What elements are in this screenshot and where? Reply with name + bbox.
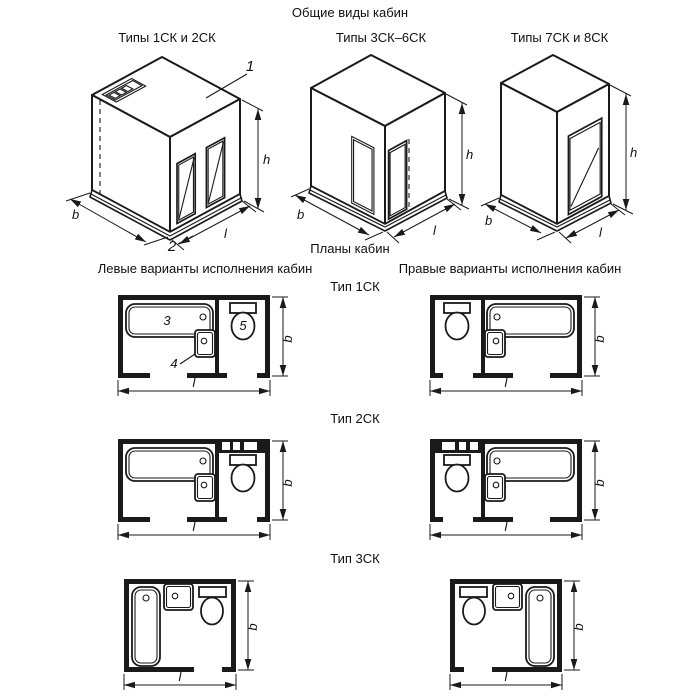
- dim-b-label: b: [571, 623, 586, 631]
- dim-l-label: l: [192, 375, 196, 390]
- plan-2sk-right: [422, 431, 607, 546]
- isometric-cabin-3sk-6sk: [289, 47, 474, 247]
- dim-b-label: b: [592, 335, 607, 343]
- figure-types-3sk-6sk: [288, 30, 474, 247]
- figure-3-title: Типы 7СК и 8СК: [510, 30, 609, 45]
- dim-b-label: b: [280, 335, 295, 343]
- dimension-l: [430, 519, 582, 540]
- toilet-bowl: [232, 465, 255, 492]
- dimension-b: [238, 581, 260, 670]
- bathtub: [132, 587, 160, 666]
- dim-l-label: l: [178, 669, 182, 684]
- dimension-b: [272, 441, 295, 520]
- dimension-h: [446, 94, 473, 209]
- washbasin: [195, 474, 215, 501]
- washbasin: [485, 474, 505, 501]
- plan-2sk-left: [110, 431, 295, 546]
- type-1sk-label: Тип 1СК: [330, 279, 380, 294]
- dim-l-label: l: [432, 223, 436, 238]
- dim-l-label: l: [504, 669, 508, 684]
- dim-h-label: h: [262, 152, 270, 167]
- callout-1-label: 1: [245, 58, 254, 75]
- dim-h-label: h: [465, 147, 473, 162]
- toilet: [199, 587, 226, 625]
- dimension-b: [272, 297, 295, 376]
- vent-block: [217, 439, 270, 453]
- callout-2-label: 2: [167, 238, 176, 255]
- toilet-bowl: [446, 465, 469, 492]
- bathtub: [526, 587, 554, 666]
- left-variants-header: Левые варианты исполнения кабин: [97, 261, 313, 276]
- dimension-l: [118, 519, 270, 540]
- toilet-cistern: [444, 303, 470, 313]
- washbasin: [493, 584, 522, 610]
- plan-3sk-left: [116, 571, 261, 696]
- dimension-b: [564, 581, 586, 670]
- dim-h-label: h: [629, 145, 637, 160]
- cabin-box: [309, 55, 447, 231]
- figure-types-7sk-8sk: [472, 30, 647, 247]
- dim-b-label: b: [245, 623, 260, 631]
- figure-2-title: Типы 3СК–6СК: [335, 30, 427, 45]
- toilet-cistern: [230, 303, 256, 313]
- type-3sk-label: Тип 3СК: [330, 551, 380, 566]
- dim-l-label: l: [192, 519, 196, 534]
- dimension-l: [430, 375, 582, 396]
- toilet: [444, 455, 470, 492]
- toilet: [230, 455, 256, 492]
- dim-b-label: b: [484, 213, 492, 228]
- toilet: [444, 303, 470, 340]
- toilet-bowl: [463, 598, 485, 625]
- dimension-l: [450, 669, 562, 690]
- dim-b-label: b: [71, 207, 79, 222]
- dimension-l: [118, 375, 270, 396]
- type-2sk-label: Тип 2СК: [330, 411, 380, 426]
- dim-l-label: l: [504, 375, 508, 390]
- dim-b-label: b: [296, 207, 304, 222]
- figure-1-title: Типы 1СК и 2СК: [118, 30, 216, 45]
- callout-5-label: 5: [239, 318, 247, 333]
- toilet-bowl: [446, 313, 469, 340]
- isometric-cabin-7sk-8sk: [475, 47, 645, 247]
- vent-block: [430, 439, 483, 453]
- toilet-cistern: [230, 455, 256, 465]
- right-variants-header: Правые варианты исполнения кабин: [398, 261, 622, 276]
- toilet-bowl: [201, 598, 223, 625]
- dim-b-label: b: [592, 479, 607, 487]
- plan-1sk-right: [422, 287, 607, 402]
- callout-3-label: 3: [163, 313, 171, 328]
- toilet-cistern: [444, 455, 470, 465]
- dim-l-label: l: [504, 519, 508, 534]
- figure-types-1sk-2sk: [56, 30, 278, 255]
- dimension-l: [124, 669, 236, 690]
- toilet: [230, 303, 256, 340]
- washbasin: [164, 584, 193, 610]
- plan-3sk-right: [442, 571, 587, 696]
- toilet: [460, 587, 487, 625]
- dimension-h: [242, 100, 270, 212]
- dim-l-label: l: [223, 226, 227, 241]
- dim-b-label: b: [280, 479, 295, 487]
- cabin-box: [90, 57, 242, 240]
- dimension-b: [584, 441, 607, 520]
- washbasin: [485, 330, 505, 357]
- page-title: Общие виды кабин: [291, 5, 409, 20]
- isometric-cabin-1sk-2sk: [60, 47, 275, 255]
- cabin-box: [499, 55, 611, 231]
- plans-section-title: Планы кабин: [310, 241, 390, 256]
- callout-4-label: 4: [170, 356, 178, 371]
- toilet-cistern: [460, 587, 487, 597]
- toilet-cistern: [199, 587, 226, 597]
- plan-1sk-left: [110, 287, 295, 402]
- dimension-b: [584, 297, 607, 376]
- dimension-h: [610, 85, 637, 214]
- dim-l-label: l: [598, 225, 602, 240]
